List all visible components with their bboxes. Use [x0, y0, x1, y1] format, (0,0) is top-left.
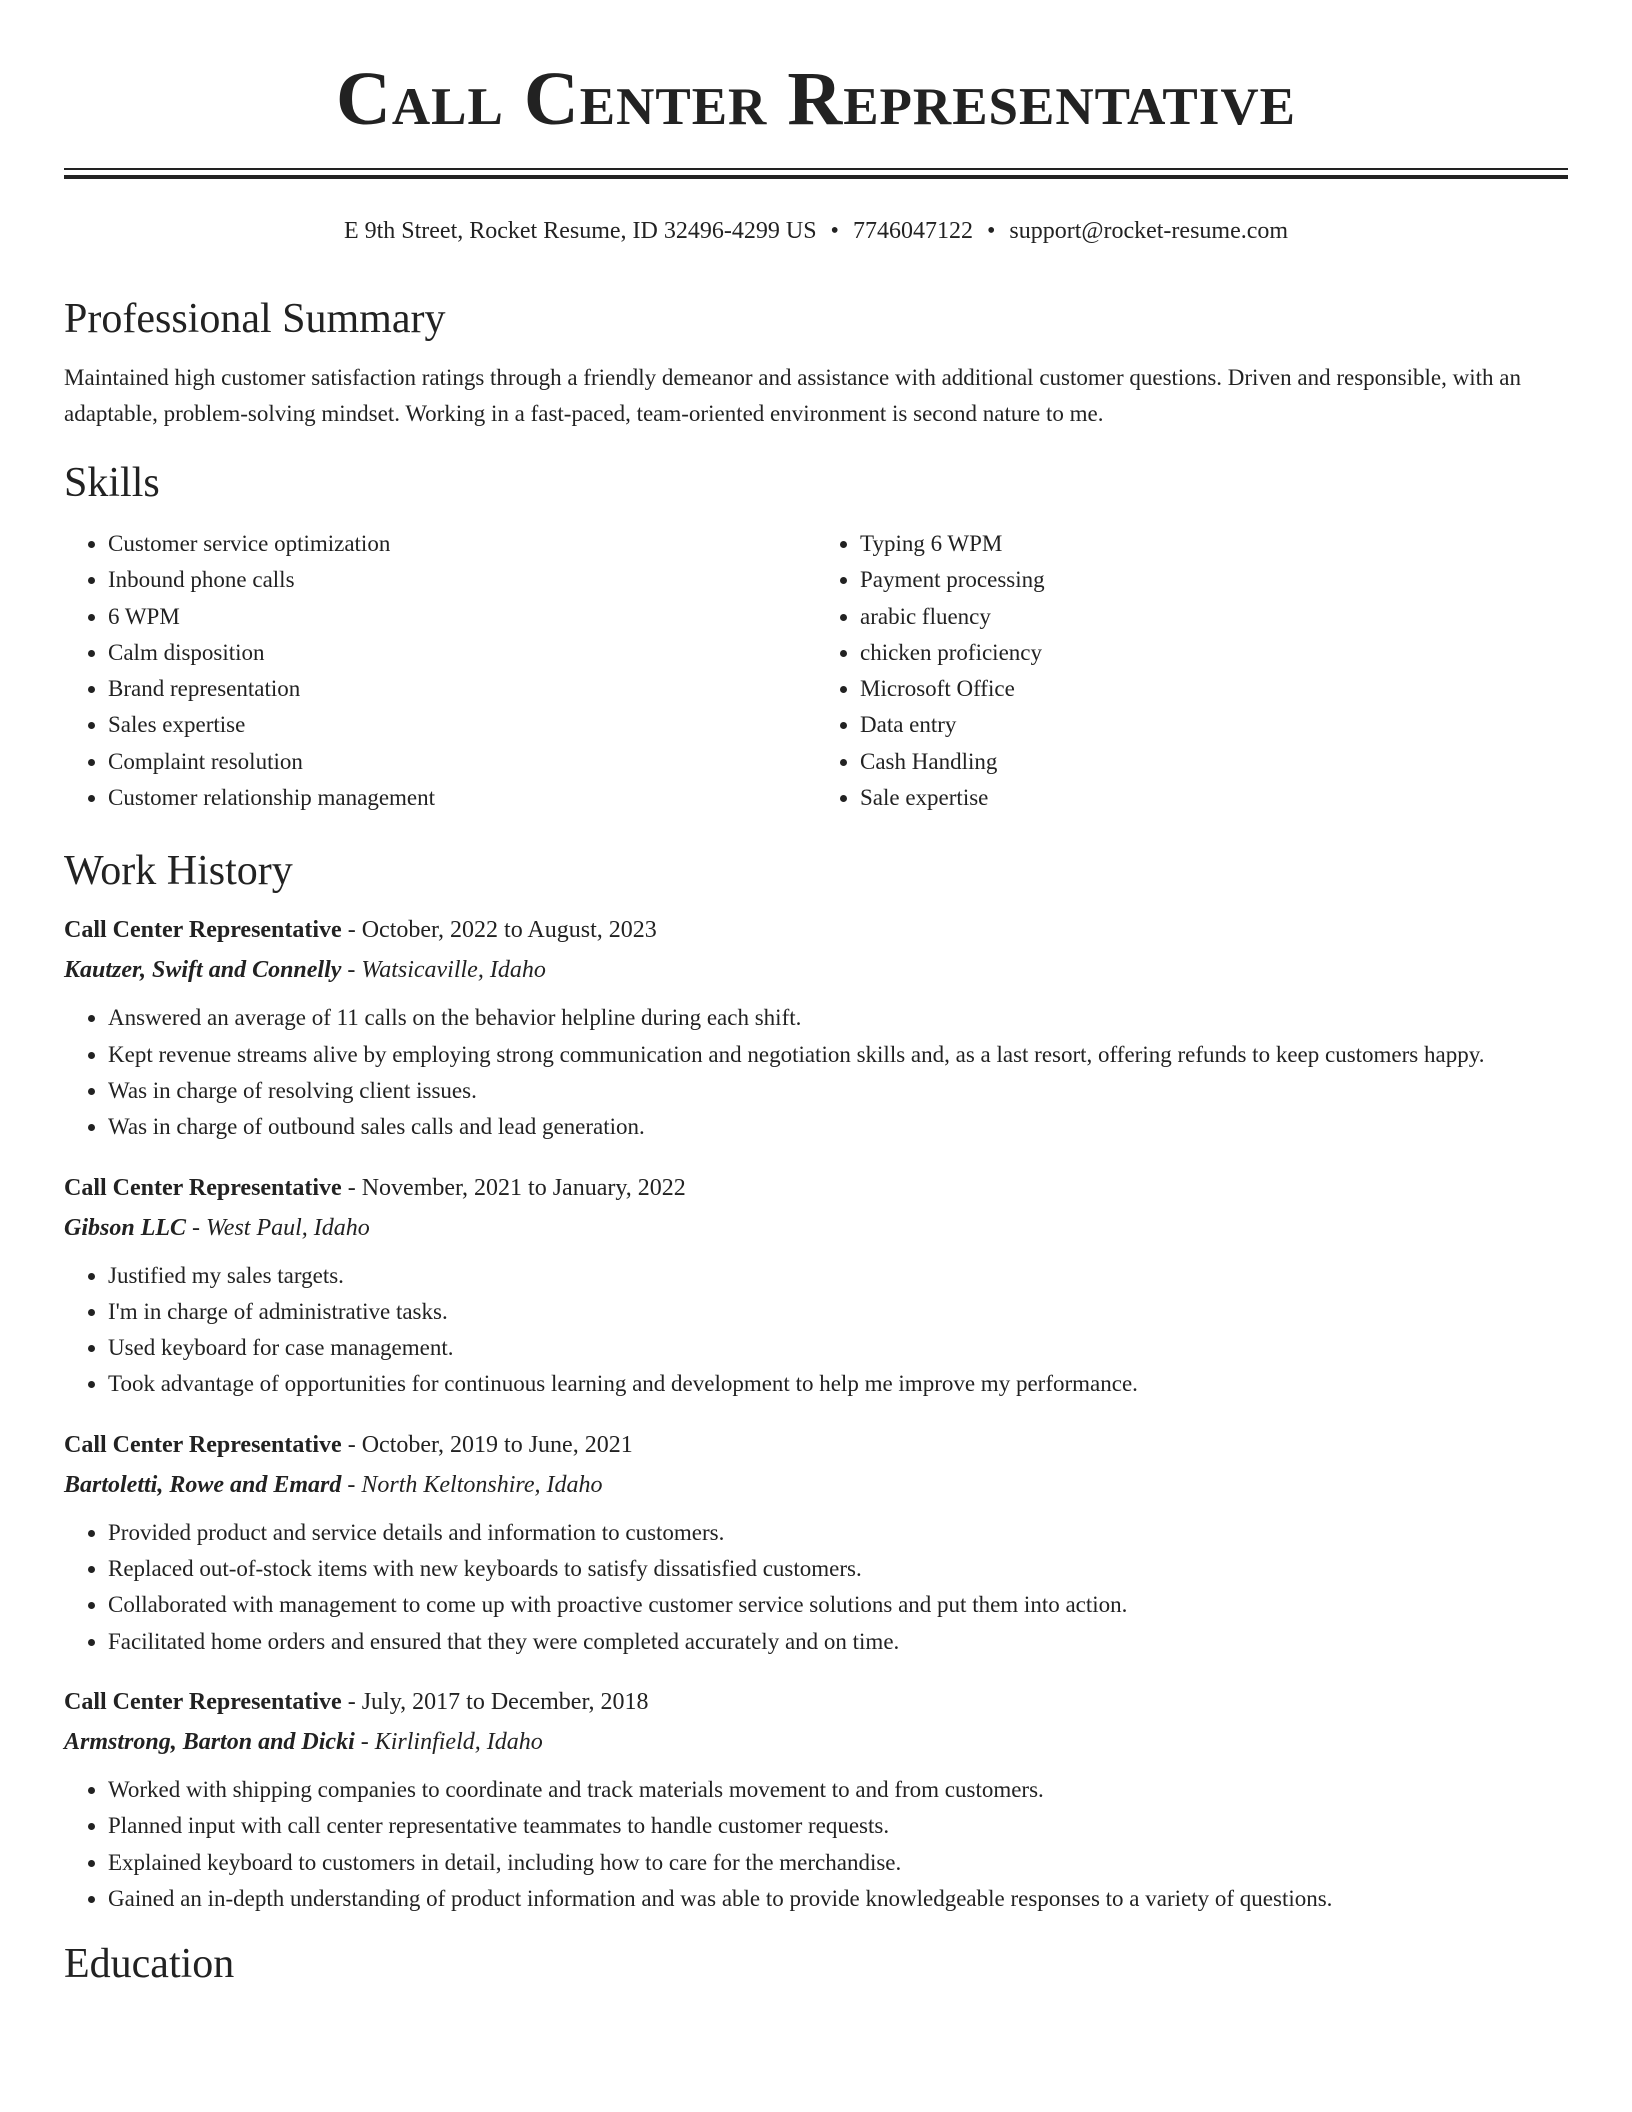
job-company-line [64, 1208, 1568, 1248]
skill-item: • chicken proficiency [860, 635, 1568, 671]
job-bullet: • Gained an in-depth understanding of product information and was able to provide knowledgeable responses to a variety of questions. [108, 1881, 1568, 1917]
job-dates: - October, 2019 to June, 2021 [341, 1431, 633, 1458]
job-bullets [64, 1258, 1568, 1403]
contact-address: E 9th Street, Rocket Resume, ID 32496-4299 US [343, 218, 817, 244]
skill-item: • Customer relationship management [108, 780, 816, 816]
job-title-line [64, 1425, 1568, 1465]
job-title-line [64, 1682, 1568, 1722]
job-entry [64, 1425, 1568, 1660]
job-company: Bartoletti, Rowe and Emard [64, 1471, 342, 1498]
summary-text: Maintained high customer satisfaction ratings through a friendly demeanor and assistance with additional customer questions. Driven and responsible, with an adaptable, problem-solving mindset. Working in a fast-paced, team-oriented environment is second nature to me. [64, 365, 1521, 426]
job-bullet: • Replaced out-of-stock items with new keyboards to satisfy dissatisfied customers. [108, 1551, 1568, 1587]
job-location: - Kirlinfield, Idaho [354, 1728, 543, 1755]
job-bullet: • Was in charge of resolving client issues. [108, 1073, 1568, 1109]
contact-separator: • [830, 218, 839, 244]
resume-title: Call Center Representative [335, 57, 1297, 141]
education-heading: Education [64, 1941, 235, 1988]
job-bullets [64, 1772, 1568, 1917]
job-title-line [64, 1168, 1568, 1208]
skills-right-list [816, 526, 1568, 816]
job-bullet: • Collaborated with management to come up with proactive customer service solutions and put them into action. [108, 1587, 1568, 1623]
contact-line [0, 216, 1632, 246]
job-bullet: • Kept revenue streams alive by employing strong communication and negotiation skills and, as a last resort, offering refunds to keep customers happy. [108, 1037, 1568, 1073]
skills-left-list [64, 526, 816, 816]
skill-item: • 6 WPM [108, 599, 816, 635]
job-company: Armstrong, Barton and Dicki [64, 1728, 355, 1755]
job-company-line [64, 1722, 1568, 1762]
summary-section [64, 290, 1568, 432]
job-title-line [64, 910, 1568, 950]
title-rule-thick [64, 175, 1568, 179]
job-company: Kautzer, Swift and Connelly [64, 957, 342, 984]
skill-item: • Cash Handling [860, 744, 1568, 780]
job-location: - Watsicaville, Idaho [341, 957, 546, 984]
skill-item: • Customer service optimization [108, 526, 816, 562]
job-bullets [64, 1000, 1568, 1145]
work-history-section [64, 842, 1568, 1917]
job-title: Call Center Representative [64, 1688, 342, 1715]
job-title: Call Center Representative [64, 1174, 342, 1201]
job-bullet: • I'm in charge of administrative tasks. [108, 1294, 1568, 1330]
job-bullet: • Took advantage of opportunities for continuous learning and development to help me improve my performance. [108, 1366, 1568, 1402]
job-bullet: • Worked with shipping companies to coordinate and track materials movement to and from customers. [108, 1772, 1568, 1808]
education-section [64, 1935, 1568, 1993]
job-title: Call Center Representative [64, 1431, 342, 1458]
job-location: - West Paul, Idaho [186, 1214, 370, 1241]
job-bullet: • Justified my sales targets. [108, 1258, 1568, 1294]
title-rule-thin [64, 168, 1568, 170]
job-title: Call Center Representative [64, 917, 342, 944]
contact-phone: 7746047122 [852, 218, 973, 244]
job-dates: - November, 2021 to January, 2022 [341, 1174, 686, 1201]
skills-heading: Skills [64, 460, 160, 506]
job-bullet: • Explained keyboard to customers in detail, including how to care for the merchandise. [108, 1845, 1568, 1881]
summary-heading: Professional Summary [64, 296, 446, 342]
job-bullet: • Provided product and service details and information to customers. [108, 1515, 1568, 1551]
job-dates: - October, 2022 to August, 2023 [341, 917, 657, 944]
job-company: Gibson LLC [64, 1214, 187, 1241]
job-location: - North Keltonshire, Idaho [341, 1471, 603, 1498]
job-entry [64, 1168, 1568, 1403]
skill-item: • Data entry [860, 707, 1568, 743]
job-entry [64, 1682, 1568, 1917]
skill-item: • Microsoft Office [860, 671, 1568, 707]
skills-section [64, 454, 1568, 816]
skill-item: • Calm disposition [108, 635, 816, 671]
skill-item: • Sale expertise [860, 780, 1568, 816]
resume-body [64, 290, 1568, 1993]
job-bullet: • Answered an average of 11 calls on the behavior helpline during each shift. [108, 1000, 1568, 1036]
job-bullet: • Facilitated home orders and ensured that they were completed accurately and on time. [108, 1624, 1568, 1660]
job-bullet: • Planned input with call center representative teammates to handle customer requests. [108, 1808, 1568, 1844]
contact-separator: • [986, 218, 996, 244]
skill-item: • Typing 6 WPM [860, 526, 1568, 562]
skills-columns [64, 526, 1568, 816]
job-company-line [64, 1465, 1568, 1505]
job-dates: - July, 2017 to December, 2018 [341, 1688, 649, 1715]
skill-item: • Sales expertise [108, 707, 816, 743]
job-bullet: • Used keyboard for case management. [108, 1330, 1568, 1366]
contact-email: support@rocket-resume.com [1009, 218, 1289, 244]
skill-item: • arabic fluency [860, 599, 1568, 635]
skill-item: • Brand representation [108, 671, 816, 707]
job-bullets [64, 1515, 1568, 1660]
skill-item: • Payment processing [860, 562, 1568, 598]
skill-item: • Complaint resolution [108, 744, 816, 780]
job-entry [64, 910, 1568, 1145]
job-company-line [64, 950, 1568, 990]
work-history-heading: Work History [64, 848, 293, 895]
job-bullet: • Was in charge of outbound sales calls and lead generation. [108, 1109, 1568, 1145]
skill-item: • Inbound phone calls [108, 562, 816, 598]
